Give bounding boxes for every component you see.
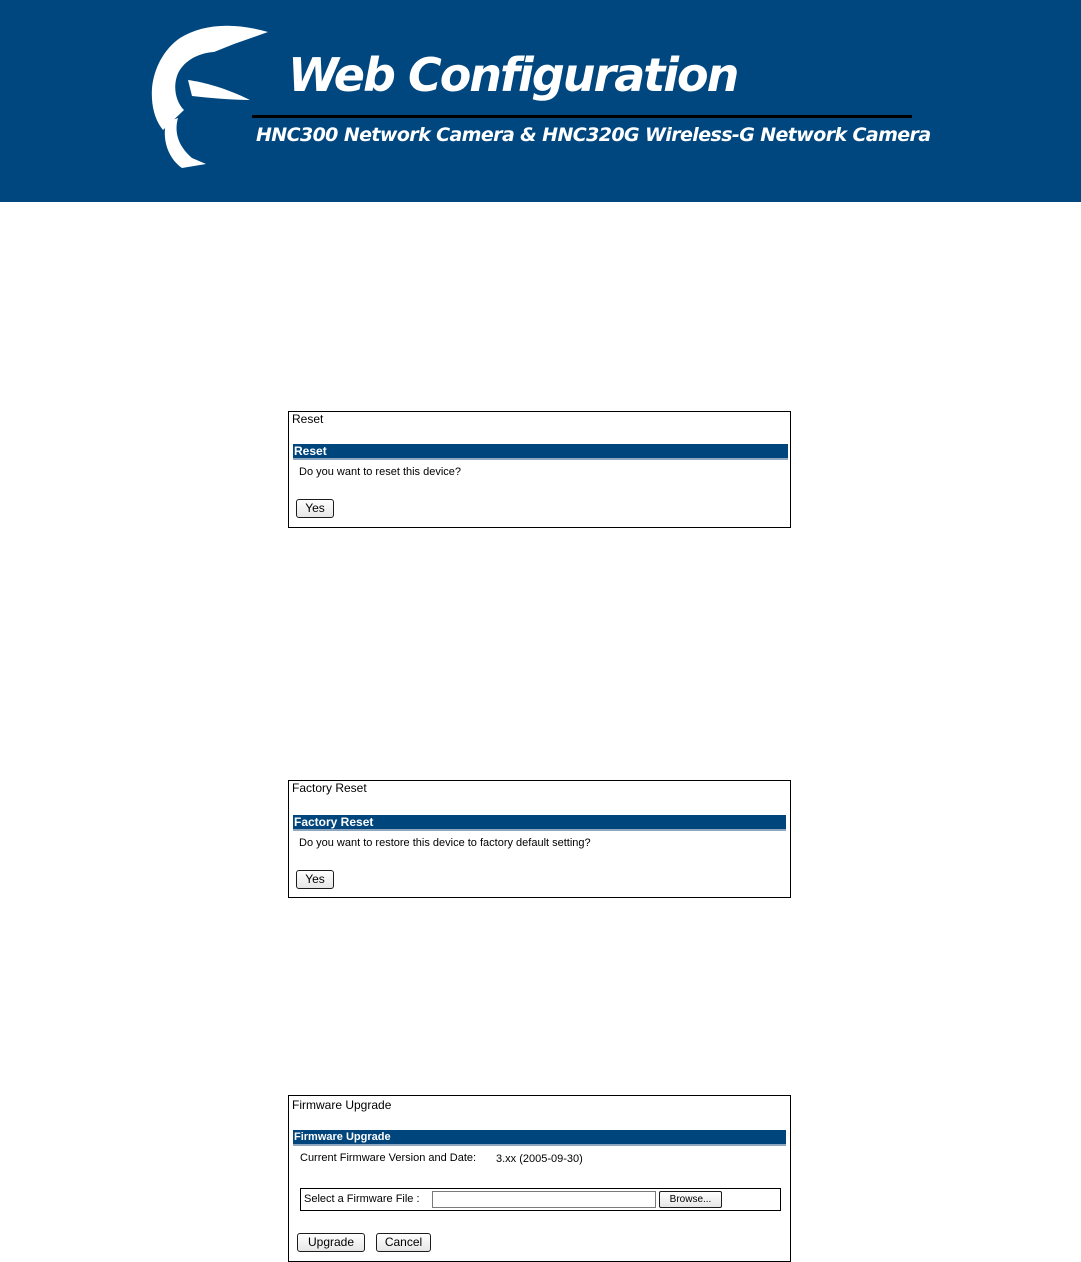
reset-question: Do you want to reset this device?: [299, 466, 462, 478]
reset-yes-button[interactable]: Yes: [296, 499, 334, 518]
factory-reset-yes-button[interactable]: Yes: [296, 870, 334, 889]
firmware-header: Firmware Upgrade: [293, 1130, 786, 1146]
reset-header: Reset: [293, 444, 788, 460]
firmware-version-label: Current Firmware Version and Date:: [300, 1152, 477, 1164]
upgrade-button[interactable]: Upgrade: [297, 1233, 365, 1252]
reset-panel: [288, 411, 791, 528]
hawk-logo-icon: [148, 22, 278, 172]
firmware-file-input[interactable]: [432, 1191, 656, 1208]
firmware-file-label: Select a Firmware File :: [304, 1193, 420, 1205]
factory-reset-question: Do you want to restore this device to factory default setting?: [299, 837, 591, 849]
firmware-file-row: [300, 1188, 781, 1211]
banner-divider: [252, 115, 912, 118]
banner-subtitle: HNC300 Network Camera & HNC320G Wireless-G Network Camera: [256, 124, 931, 146]
firmware-version-value: 3.xx (2005-09-30): [496, 1153, 583, 1165]
factory-reset-caption: Factory Reset: [292, 781, 367, 795]
firmware-upgrade-panel: [288, 1095, 791, 1262]
browse-button[interactable]: Browse...: [659, 1191, 722, 1208]
factory-reset-header: Factory Reset: [293, 815, 786, 831]
cancel-button[interactable]: Cancel: [376, 1233, 431, 1252]
factory-reset-panel: [288, 780, 791, 898]
reset-caption: Reset: [292, 412, 324, 426]
banner-title: Web Configuration: [288, 48, 738, 102]
firmware-caption: Firmware Upgrade: [292, 1098, 392, 1112]
header-banner: [0, 0, 1081, 202]
